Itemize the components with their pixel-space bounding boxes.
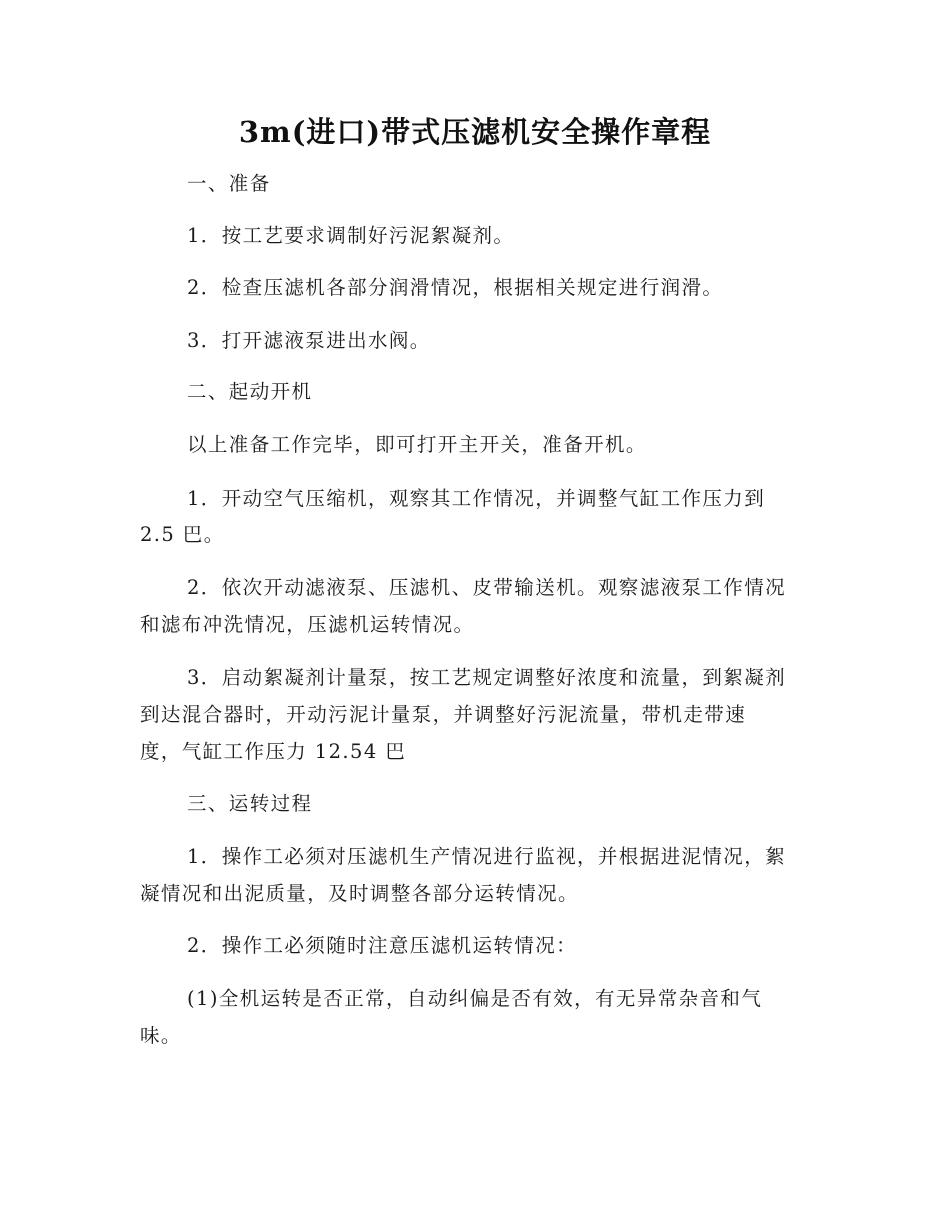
paragraph-line: 1．操作工必须对压滤机生产情况进行监视，并根据进泥情况，絮 [187,845,787,868]
paragraph-line: 2．检查压滤机各部分润滑情况，根据相关规定进行润滑。 [187,276,724,299]
paragraph-line: 以上准备工作完毕，即可打开主开关，准备开机。 [187,433,647,456]
paragraph-line: 凝情况和出泥质量，及时调整各部分运转情况。 [140,882,579,905]
paragraph-line: 和滤布冲洗情况，压滤机运转情况。 [140,613,475,636]
section-heading-startup: 二、起动开机 [187,380,313,403]
paragraph-line: 3．启动絮凝剂计量泵，按工艺规定调整好浓度和流量，到絮凝剂 [187,666,787,689]
paragraph-line: 1．开动空气压缩机，观察其工作情况，并调整气缸工作压力到 [187,487,766,510]
paragraph-line: 味。 [140,1024,182,1047]
paragraph-line: 到达混合器时，开动污泥计量泵，并调整好污泥流量，带机走带速 [140,703,747,726]
paragraph-line: 2．操作工必须随时注意压滤机运转情况： [187,934,578,957]
paragraph-line: 3．打开滤液泵进出水阀。 [187,329,431,352]
paragraph-line: 1．按工艺要求调制好污泥絮凝剂。 [187,224,515,247]
paragraph-line: (1)全机运转是否正常，自动纠偏是否有效，有无异常杂音和气 [187,987,763,1010]
paragraph-line: 度，气缸工作压力 12.54 巴 [140,740,407,763]
section-heading-operation: 三、运转过程 [187,792,313,815]
section-heading-preparation: 一、准备 [187,172,271,195]
paragraph-line: 2．依次开动滤液泵、压滤机、皮带输送机。观察滤液泵工作情况 [187,576,787,599]
paragraph-line: 2.5 巴。 [140,523,225,546]
document-title: 3m(进口)带式压滤机安全操作章程 [238,115,712,149]
